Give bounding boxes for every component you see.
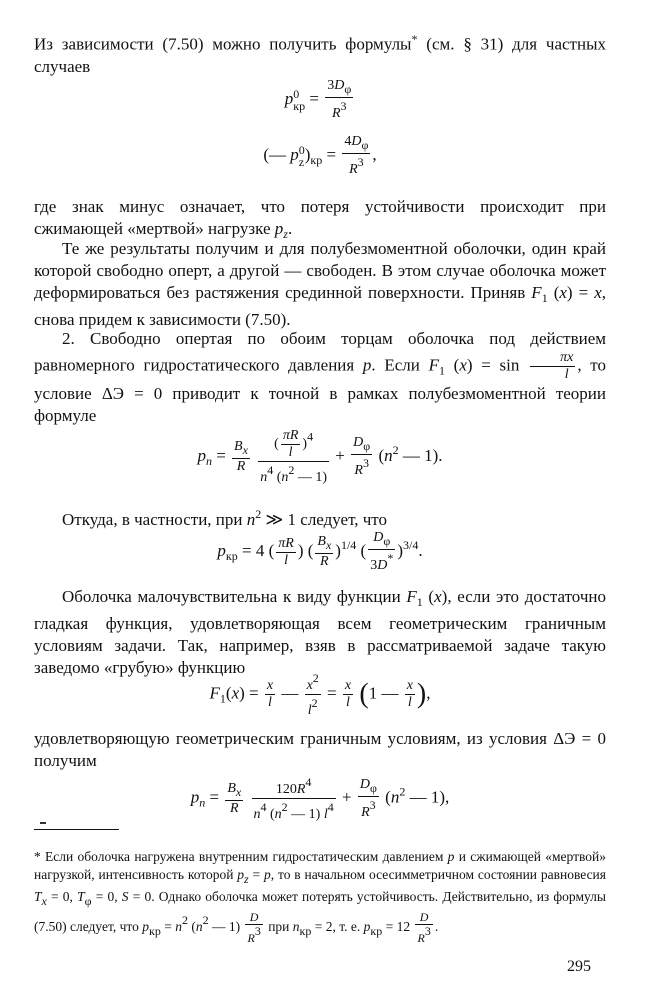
text-run: , то условие ΔЭ = 0 приводит к точной в рамках полубезмоментной теории формуле bbox=[34, 355, 607, 425]
page-number: 295 bbox=[567, 958, 591, 975]
text-run: . Если bbox=[371, 355, 429, 375]
formula-p-n-approx: $p_n$ = $\frac{Bx}{R}$ $\frac{120R4}{n4 (n2 — 1) l4}$ + $\frac{D\varphi}{R3}$ ($n^2$ — 1), bbox=[190, 775, 450, 822]
text-run: Из зависимости (7.50) можно получить формулы bbox=[34, 34, 412, 54]
paragraph-insensitive: Оболочка малочувствительна к виду функции $F_1$ (x), если это достаточно гладкая функция, удовлетворяющая всем геометрическим граничным условиям задачи. Так, например, взяв в рассматриваемой задаче такую заведомо «грубую» функцию bbox=[34, 587, 606, 677]
footnote-run: , то в начальном осесимметричном состоянии равновесия bbox=[270, 866, 606, 882]
text-run: удовлетворяющую геометрическим граничным условиям, из условия ΔЭ = 0 получим bbox=[34, 729, 606, 770]
formula-minus-pz-kr: (— p 0 z )$_{кр}$ = $\frac{4D\varphi}{R3}$ , bbox=[263, 134, 377, 177]
stray-mark bbox=[40, 822, 46, 824]
text-run: Откуда, в частности, при bbox=[62, 510, 247, 529]
paragraph-intro: Из зависимости (7.50) можно получить формулы* (см. § 31) для частных случаев bbox=[34, 32, 606, 76]
footnote-run: при bbox=[264, 918, 293, 934]
formula-f1-rough: $F_1(x)$ = $\frac{x}{l}$ — $\frac{x2}{l2}$ = $\frac{x}{l}$ (1 — $\frac{x}{l}$ ), bbox=[209, 671, 431, 718]
paragraph-simply-supported: 2. Свободно опертая по обоим торцам оболочка под действием равномерного гидростатического давления p. Если $F_1$ (x) = sin $\frac{\pi x}{l}$ , то условие ΔЭ = 0 приводит к точной в рамках полубезмоментной теории формуле bbox=[34, 329, 607, 425]
footnote-rule bbox=[34, 829, 119, 830]
paragraph-in-particular: Откуда, в частности, при $n^2$ ≫ 1 следует, что bbox=[62, 507, 388, 529]
text-run: , если это достаточно гладкая функция, удовлетворяющая всем геометрическим граничным условиям задачи. Так, например, взяв в рассматриваемой задаче такую заведомо «грубую» функцию bbox=[34, 587, 606, 677]
paragraph-minus-sign: где знак минус означает, что потеря устойчивости происходит при сжимающей «мертвой» нагрузке $p_z$. bbox=[34, 197, 606, 241]
footnote-run: и сжимающей «мертвой» нагрузкой, интенсивность которой bbox=[34, 849, 607, 882]
text-run: где знак минус означает, что потеря устойчивости происходит при сжимающей «мертвой» нагрузке bbox=[34, 197, 606, 238]
text-run: , снова придем к зависимости (7.50). bbox=[34, 283, 606, 329]
formula-p-n-exact: $p_n$ = $\frac{Bx}{R}$ ( $\frac{\pi R}{l}$ )4 n4 (n2 — 1) + $\frac{D\varphi}{R3}$ ($n^2$ — 1). bbox=[197, 428, 443, 485]
text-run: (см. § 31) для частных случаев bbox=[34, 34, 606, 76]
footnote-run: , т. е. bbox=[332, 918, 364, 934]
footnote-run: * Если оболочка нагружена внутренним гидростатическим давлением bbox=[34, 849, 448, 864]
footnote-run: . Однако оболочка может потерять устойчивость. Действительно, из формулы (7.50) следует, что bbox=[34, 889, 606, 934]
text-run: следует, что bbox=[296, 510, 388, 529]
footnote: * Если оболочка нагружена внутренним гидростатическим давлением p и сжимающей «мертвой» нагрузкой, интенсивность которой pz = p, то в начальном осесимметричном состоянии равновесия Tx = 0, Tφ = 0, S = 0. Однако оболочка может потерять устойчивость. Действительно, из формулы (7.50) следует, что pкр = n2 (n2 — 1) $\frac{D}{R3}$ при nкр = 2, т. е. pкр = 12 $\frac{D}{R3}$ . bbox=[34, 849, 607, 945]
paragraph-half-momentless: Те же результаты получим и для полубезмоментной оболочки, один край которой свободно оперт, а другой — свободен. В этом случае оболочка может деформироваться без растяжения срединной поверхности. Приняв $F_1$ (x) = x, снова придем к зависимости (7.50). bbox=[34, 239, 606, 329]
formula-p-kr: p 0 кр = $\frac{3D\varphi}{R3}$ bbox=[284, 78, 352, 121]
formula-p-kr-asymptotic: $p_{кр} = 4$ ( $\frac{\pi R}{l}$ ) ( $\frac{Bx}{R}$ )$^{1/4}$ ( $\frac{D\varphi}{3D*}$ )$^{3/4}$. bbox=[217, 530, 423, 573]
text-run: Те же результаты получим и для полубезмоментной оболочки, один край которой свободно оперт, а другой — свободен. В этом случае оболочка может деформироваться без растяжения срединной поверхности. Приняв bbox=[34, 239, 606, 302]
paragraph-satisfying bbox=[34, 728, 606, 772]
text-run: 2. Свободно опертая по обоим торцам оболочка под действием равномерного гидростатического давления bbox=[34, 329, 606, 375]
text-run: Оболочка малочувствительна к виду функции bbox=[62, 587, 407, 606]
